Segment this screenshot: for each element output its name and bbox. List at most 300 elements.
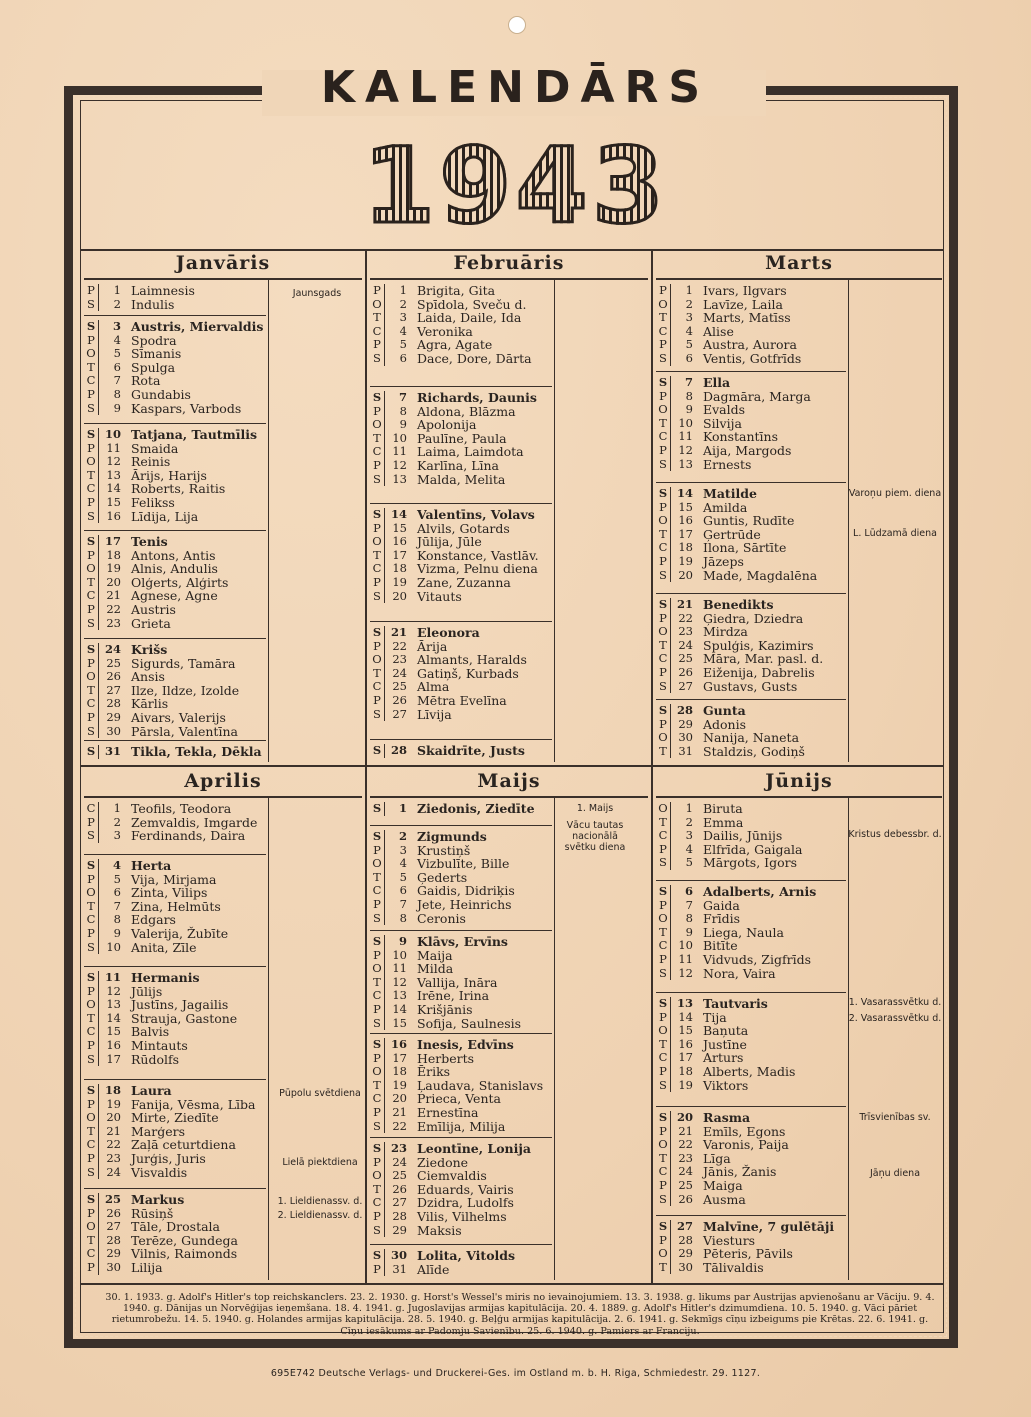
grid-line (651, 249, 653, 1283)
name-day: Emīls, Egons (703, 1123, 786, 1139)
grid-line (80, 765, 944, 767)
day-number: 17 (98, 1053, 123, 1067)
day-row (84, 442, 257, 456)
weekday-letter: P (87, 440, 95, 455)
day-row (84, 985, 237, 999)
name-day: Alise (703, 323, 734, 339)
name-day: Grieta (131, 615, 171, 631)
day-row (656, 487, 817, 501)
week-block (84, 535, 228, 630)
day-row (656, 718, 805, 732)
day-number: 15 (384, 522, 409, 536)
day-row (656, 612, 823, 626)
name-day: Zigmunds (417, 829, 487, 844)
day-number: 11 (384, 962, 409, 976)
name-day: Karlīna, Līna (417, 457, 500, 473)
weekday-letter: C (372, 988, 382, 1003)
weekday-letter: T (373, 665, 381, 680)
weekday-letter: P (659, 951, 667, 966)
name-day: Gustavs, Gusts (703, 678, 798, 694)
weekday-letter: O (372, 961, 382, 976)
week-separator (370, 1033, 552, 1034)
weekday-letter: P (659, 283, 667, 297)
weekday-letter: P (87, 871, 95, 886)
weekday-letter: S (658, 597, 668, 611)
weekday-letter: S (658, 375, 668, 389)
day-number: 18 (670, 541, 695, 555)
day-row (370, 418, 537, 432)
weekday-letter: P (659, 1177, 667, 1192)
month-rule (370, 278, 648, 280)
punch-hole (508, 16, 526, 34)
day-number: 3 (670, 829, 695, 843)
day-number: 18 (384, 562, 409, 576)
weekday-letter: C (86, 1137, 96, 1152)
weekday-letter: S (87, 1164, 95, 1179)
holiday-note: 2. Vasarassvētku d. (848, 1013, 942, 1024)
name-day: Markus (131, 1192, 185, 1207)
weekday-letter: S (372, 934, 382, 948)
weekday-letter: P (87, 494, 95, 509)
day-number: 26 (384, 694, 409, 708)
weekday-letter: S (658, 486, 668, 500)
name-day: Balvis (131, 1024, 170, 1040)
name-day: Viktors (703, 1077, 749, 1093)
day-number: 30 (670, 1261, 695, 1275)
weekday-letter: O (86, 997, 96, 1012)
weekday-letter: T (87, 1010, 95, 1025)
day-row (370, 898, 515, 912)
name-day: Gundabis (131, 386, 191, 402)
name-day: Rūsiņš (131, 1205, 174, 1221)
week-block (656, 997, 795, 1092)
day-row (370, 325, 532, 339)
name-day: Agnese, Agne (131, 588, 218, 604)
day-row (370, 298, 532, 312)
day-row (370, 830, 515, 844)
weekday-letter: C (86, 588, 96, 603)
holiday-note: 1. Lieldienassv. d. (277, 1196, 363, 1207)
day-number: 27 (670, 680, 695, 694)
name-day: Smaida (131, 440, 179, 456)
week-separator (84, 740, 266, 741)
name-day: Spulģis, Kazimirs (703, 637, 814, 653)
week-separator (84, 966, 266, 967)
name-day: Ernests (703, 456, 752, 472)
day-row (370, 744, 525, 758)
weekday-letter: P (87, 332, 95, 347)
name-day: Rota (131, 373, 161, 389)
weekday-letter: P (659, 442, 667, 457)
name-day: Ģederts (417, 869, 468, 885)
day-number: 23 (98, 617, 123, 631)
week-separator (656, 1215, 846, 1216)
day-row (656, 514, 817, 528)
day-row (656, 639, 823, 653)
day-row (84, 428, 257, 442)
day-number: 10 (670, 939, 695, 953)
day-row (370, 391, 537, 405)
day-row (656, 1234, 834, 1248)
month-name: Marts (765, 252, 833, 274)
weekday-letter: P (87, 1037, 95, 1052)
day-number: 17 (384, 549, 409, 563)
day-row (84, 900, 228, 914)
day-row (84, 1166, 255, 1180)
holiday-note: L. Lūdzamā diena (853, 528, 937, 539)
name-day: Teofils, Teodora (131, 801, 232, 816)
weekday-letter: S (659, 1077, 667, 1092)
day-row (656, 802, 802, 816)
name-day: Zina, Helmūts (131, 898, 221, 914)
name-day: Bitīte (703, 938, 738, 954)
day-row (656, 1011, 795, 1025)
week-separator (370, 386, 552, 387)
name-day: Leontīne, Lonija (417, 1141, 532, 1156)
name-day: Ernestīna (417, 1104, 479, 1120)
weekday-letter: T (373, 310, 381, 325)
day-number: 12 (98, 455, 123, 469)
day-row (370, 1052, 543, 1066)
weekday-letter: O (658, 730, 668, 745)
name-day: Ilona, Sārtīte (703, 540, 787, 556)
weekday-letter: T (87, 1123, 95, 1138)
name-day: Aivars, Valerijs (131, 709, 226, 725)
name-day: Paulīne, Paula (417, 430, 507, 446)
day-number: 4 (670, 325, 695, 339)
name-day: Eleonora (417, 625, 480, 640)
weekday-letter: O (658, 402, 668, 417)
name-day: Inesis, Edvīns (417, 1037, 514, 1052)
day-row (656, 1038, 795, 1052)
day-row (656, 912, 816, 926)
day-number: 15 (670, 1024, 695, 1038)
day-row (656, 997, 795, 1011)
name-day: Zemvaldis, Imgarde (131, 814, 258, 830)
day-row (84, 334, 263, 348)
weekday-letter: S (86, 427, 96, 441)
name-day: Gunta (703, 703, 746, 718)
day-row (370, 989, 521, 1003)
day-row (84, 873, 228, 887)
day-row (84, 535, 228, 549)
weekday-letter: S (659, 1191, 667, 1206)
weekday-letter: P (659, 664, 667, 679)
day-row (656, 1261, 834, 1275)
day-row (84, 1152, 255, 1166)
weekday-letter: P (373, 1104, 381, 1119)
weekday-letter: T (373, 974, 381, 989)
month-name: Jūnijs (765, 770, 833, 792)
day-number: 12 (384, 976, 409, 990)
name-day: Herberts (417, 1050, 475, 1066)
day-row (84, 941, 228, 955)
day-number: 7 (98, 900, 123, 914)
name-day: Baņuta (703, 1023, 749, 1039)
day-number: 11 (98, 971, 123, 985)
week-block (656, 487, 817, 582)
weekday-letter: T (87, 1232, 95, 1247)
weekday-letter: T (87, 359, 95, 374)
day-number: 15 (670, 501, 695, 515)
day-number: 31 (98, 745, 123, 759)
day-row (656, 501, 817, 515)
name-day: Roberts, Raitis (131, 481, 226, 497)
name-day: Spodra (131, 332, 177, 348)
day-number: 13 (384, 989, 409, 1003)
day-number: 3 (384, 844, 409, 858)
weekday-letter: T (373, 869, 381, 884)
day-row (656, 1125, 789, 1139)
name-day: Eduards, Vairis (417, 1181, 514, 1197)
name-day: Līga (703, 1150, 731, 1166)
name-day: Nanija, Naneta (703, 730, 800, 746)
day-number: 2 (98, 298, 123, 312)
day-row (656, 555, 817, 569)
day-number: 6 (384, 352, 409, 366)
day-row (370, 708, 527, 722)
name-day: Frīdis (703, 911, 741, 927)
weekday-letter: C (86, 912, 96, 927)
day-row (370, 1079, 543, 1093)
day-number: 24 (670, 1165, 695, 1179)
weekday-letter: C (86, 1024, 96, 1039)
weekday-letter: O (658, 1137, 668, 1152)
day-row (84, 361, 263, 375)
name-day: Strauja, Gastone (131, 1010, 238, 1026)
name-day: Amilda (703, 499, 748, 515)
day-row (370, 949, 521, 963)
name-day: Pārsla, Valentīna (131, 723, 238, 739)
day-number: 18 (98, 1084, 123, 1098)
day-number: 21 (384, 626, 409, 640)
day-row (656, 1111, 789, 1125)
name-day: Ceronis (417, 910, 466, 926)
day-row (84, 684, 239, 698)
day-number: 14 (670, 487, 695, 501)
name-day: Klāvs, Ervīns (417, 934, 508, 949)
day-row (84, 657, 239, 671)
month-rule (656, 278, 942, 280)
day-row (84, 284, 195, 298)
name-day: Prieca, Venta (417, 1091, 501, 1107)
day-number: 30 (384, 1249, 409, 1263)
day-number: 1 (384, 802, 409, 816)
day-number: 5 (384, 871, 409, 885)
weekday-letter: O (658, 1023, 668, 1038)
week-block (370, 284, 532, 366)
day-row (370, 976, 521, 990)
day-row (370, 445, 537, 459)
name-day: Visvaldis (131, 1164, 188, 1180)
weekday-letter: P (659, 897, 667, 912)
week-block (656, 802, 802, 870)
week-block (370, 626, 527, 721)
day-row (656, 731, 805, 745)
day-row (656, 1065, 795, 1079)
day-number: 4 (670, 843, 695, 857)
week-block (656, 376, 811, 471)
day-row (656, 1024, 795, 1038)
day-number: 15 (384, 1017, 409, 1031)
name-day: Emīlija, Milija (417, 1118, 506, 1134)
name-day: Olģerts, Alģirts (131, 574, 229, 590)
weekday-letter: S (659, 456, 667, 471)
day-number: 17 (98, 535, 123, 549)
day-row (370, 626, 527, 640)
name-day: Vija, Mirjama (131, 871, 217, 887)
name-day: Malvīne, 7 gulētāji (703, 1219, 835, 1234)
day-number: 23 (384, 1142, 409, 1156)
day-row (84, 1234, 238, 1248)
weekday-letter: S (658, 1219, 668, 1233)
name-day: Ziedonis, Ziedīte (417, 801, 535, 816)
weekday-letter: O (658, 296, 668, 311)
week-block (656, 1220, 834, 1274)
weekday-letter: P (373, 403, 381, 418)
day-row (370, 338, 532, 352)
day-row (84, 347, 263, 361)
day-number: 14 (98, 1012, 123, 1026)
name-day: Gatiņš, Kurbads (417, 665, 519, 681)
day-number: 12 (98, 985, 123, 999)
name-day: Māra, Mar. pasl. d. (703, 651, 824, 667)
weekday-letter: C (658, 828, 668, 843)
name-day: Emma (703, 814, 744, 830)
weekday-letter: P (659, 553, 667, 568)
name-day: Spulga (131, 359, 176, 375)
name-day: Almants, Haralds (417, 652, 527, 668)
day-number: 8 (384, 405, 409, 419)
week-separator (370, 739, 552, 740)
day-number: 1 (670, 284, 695, 298)
weekday-letter: T (87, 467, 95, 482)
weekday-letter: P (659, 1123, 667, 1138)
weekday-letter: P (659, 499, 667, 514)
day-number: 15 (98, 496, 123, 510)
name-day: Vilis, Vilhelms (417, 1208, 507, 1224)
name-day: Alberts, Madis (703, 1063, 796, 1079)
weekday-letter: P (659, 716, 667, 731)
weekday-letter: C (658, 323, 668, 338)
day-number: 27 (384, 708, 409, 722)
day-number: 8 (384, 912, 409, 926)
name-day: Fanija, Vēsma, Lība (131, 1096, 256, 1112)
day-number: 7 (384, 391, 409, 405)
day-number: 28 (98, 697, 123, 711)
weekday-letter: P (373, 283, 381, 297)
name-day: Marts, Matīss (703, 310, 791, 326)
day-row (84, 1084, 255, 1098)
weekday-letter: S (86, 534, 96, 548)
day-number: 29 (384, 1224, 409, 1238)
week-separator (84, 315, 266, 316)
day-number: 25 (384, 1169, 409, 1183)
week-separator (656, 992, 846, 993)
name-day: Tāle, Drostala (131, 1219, 220, 1235)
weekday-letter: S (372, 829, 382, 843)
day-row (370, 549, 539, 563)
day-row (370, 857, 515, 871)
day-row (656, 338, 801, 352)
name-day: Mirdza (703, 624, 748, 640)
weekday-letter: O (372, 652, 382, 667)
day-row (656, 444, 811, 458)
day-number: 21 (670, 598, 695, 612)
weekday-letter: P (87, 925, 95, 940)
weekday-letter: O (658, 801, 668, 815)
day-number: 12 (670, 967, 695, 981)
name-day: Dzidra, Ludolfs (417, 1195, 514, 1211)
day-number: 27 (384, 1196, 409, 1210)
day-number: 24 (98, 643, 123, 657)
weekday-letter: P (659, 1063, 667, 1078)
name-day: Alma (417, 679, 450, 695)
weekday-letter: S (87, 400, 95, 415)
weekday-letter: S (372, 1141, 382, 1155)
holiday-note: Vācu tautas nacionālā svētku diena (564, 820, 626, 853)
weekday-letter: T (659, 924, 667, 939)
day-number: 28 (384, 744, 409, 758)
name-day: Agra, Agate (417, 337, 493, 353)
day-number: 31 (384, 1263, 409, 1277)
month-rule (84, 796, 362, 798)
weekday-letter: C (658, 1164, 668, 1179)
day-number: 5 (670, 338, 695, 352)
weekday-letter: P (373, 692, 381, 707)
day-number: 2 (384, 298, 409, 312)
day-number: 10 (98, 941, 123, 955)
name-day: Lilija (131, 1259, 163, 1275)
weekday-letter: P (87, 601, 95, 616)
day-number: 23 (670, 625, 695, 639)
day-number: 19 (98, 1098, 123, 1112)
weekday-letter: P (87, 814, 95, 829)
weekday-letter: S (373, 471, 381, 486)
name-day: Gaida (703, 897, 740, 913)
day-row (370, 459, 537, 473)
week-separator (84, 854, 266, 855)
weekday-letter: O (658, 1246, 668, 1261)
weekday-letter: P (87, 1205, 95, 1220)
events-column-rule (554, 280, 555, 762)
day-row (84, 1098, 255, 1112)
day-row (84, 859, 228, 873)
weekday-letter: P (87, 1259, 95, 1274)
name-day: Kaspars, Varbods (131, 400, 242, 416)
day-row (370, 1210, 531, 1224)
weekday-letter: S (87, 939, 95, 954)
day-row (370, 473, 537, 487)
weekday-letter: S (372, 625, 382, 639)
day-number: 4 (384, 325, 409, 339)
week-block (370, 830, 515, 925)
name-day: Ilze, Ildze, Izolde (131, 682, 240, 698)
day-row (84, 1053, 237, 1067)
weekday-letter: P (659, 388, 667, 403)
day-number: 13 (98, 469, 123, 483)
name-day: Ārija (417, 638, 448, 654)
day-number: 16 (384, 535, 409, 549)
day-row (84, 829, 257, 843)
day-number: 26 (670, 1193, 695, 1207)
weekday-letter: T (87, 898, 95, 913)
day-number: 26 (98, 1207, 123, 1221)
week-separator (84, 638, 266, 639)
weekday-letter: T (659, 743, 667, 758)
day-number: 2 (98, 816, 123, 830)
week-block (370, 802, 535, 816)
